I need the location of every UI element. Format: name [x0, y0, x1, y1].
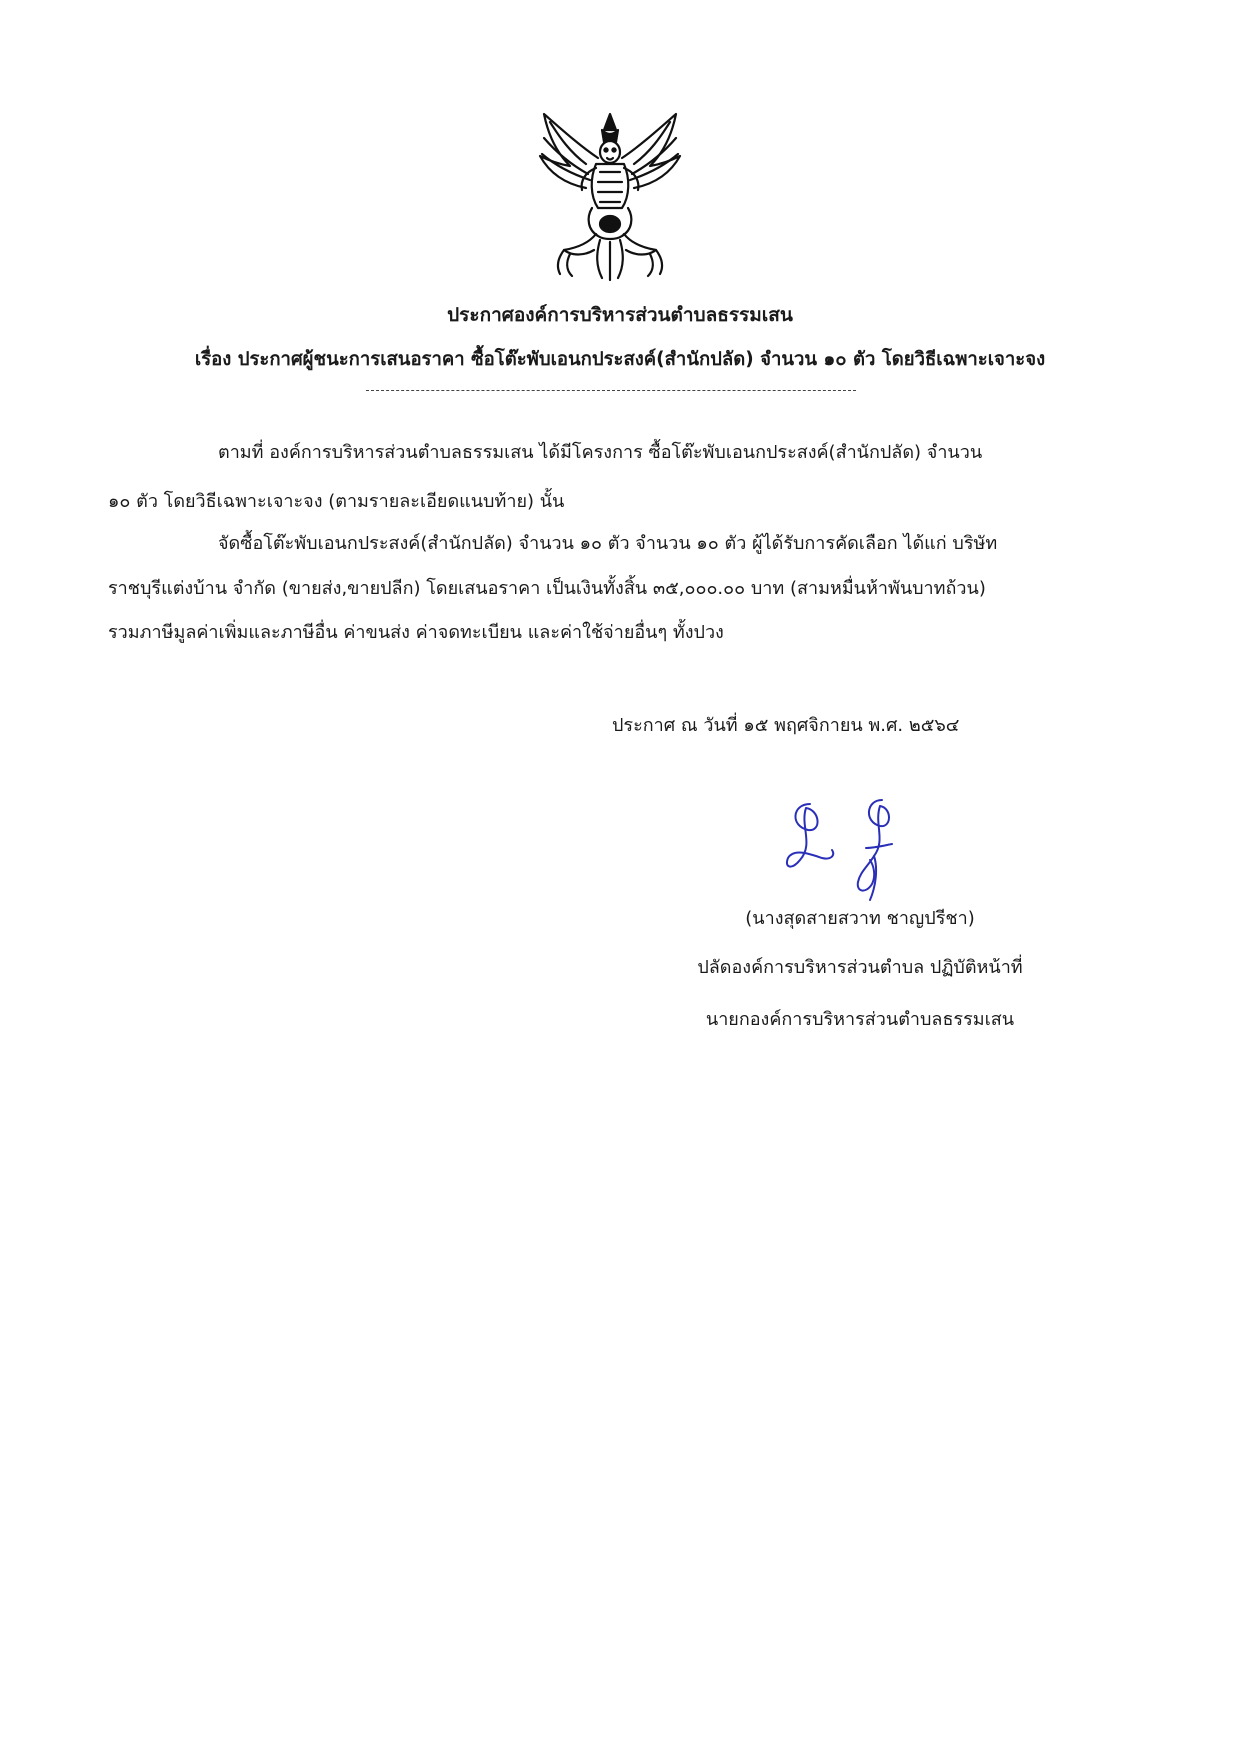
garuda-emblem-icon — [530, 108, 690, 284]
paragraph-2-line-2: ราชบุรีแต่งบ้าน จำกัด (ขายส่ง,ขายปลีก) โดยเสนอราคา เป็นเงินทั้งสิ้น ๓๕,๐๐๐.๐๐ บาท (สามหมื่นห้าพันบาทถ้วน) — [108, 578, 986, 599]
announcement-date: ประกาศ ณ วันที่ ๑๕ พฤศจิกายน พ.ศ. ๒๕๖๔ — [612, 715, 960, 736]
signatory-position-1: ปลัดองค์การบริหารส่วนตำบล ปฏิบัติหน้าที่ — [697, 957, 1023, 978]
signatory-name: (นางสุดสายสวาท ชาญปรีชา) — [745, 908, 975, 929]
paragraph-1-line-1: ตามที่ องค์การบริหารส่วนตำบลธรรมเสน ได้มีโครงการ ซื้อโต๊ะพับเอนกประสงค์(สำนักปลัด) จำนวน — [218, 442, 983, 463]
paragraph-2-line-3: รวมภาษีมูลค่าเพิ่มและภาษีอื่น ค่าขนส่ง ค่าจดทะเบียน และค่าใช้จ่ายอื่นๆ ทั้งปวง — [108, 622, 724, 643]
handwritten-signature — [770, 796, 950, 906]
document-subject: เรื่อง ประกาศผู้ชนะการเสนอราคา ซื้อโต๊ะพับเอนกประสงค์(สำนักปลัด) จำนวน ๑๐ ตัว โดยวิธีเฉพาะเจาะจง — [194, 349, 1046, 370]
paragraph-1-line-2: ๑๐ ตัว โดยวิธีเฉพาะเจาะจง (ตามรายละเอียดแนบท้าย) นั้น — [108, 491, 565, 512]
signatory-position-2: นายกองค์การบริหารส่วนตำบลธรรมเสน — [705, 1009, 1015, 1030]
dashed-divider — [366, 390, 856, 391]
paragraph-2-line-1: จัดซื้อโต๊ะพับเอนกประสงค์(สำนักปลัด) จำนวน ๑๐ ตัว จำนวน ๑๐ ตัว ผู้ได้รับการคัดเลือก ได้แก่ บริษัท — [218, 533, 998, 554]
document-title: ประกาศองค์การบริหารส่วนตำบลธรรมเสน — [447, 304, 793, 326]
